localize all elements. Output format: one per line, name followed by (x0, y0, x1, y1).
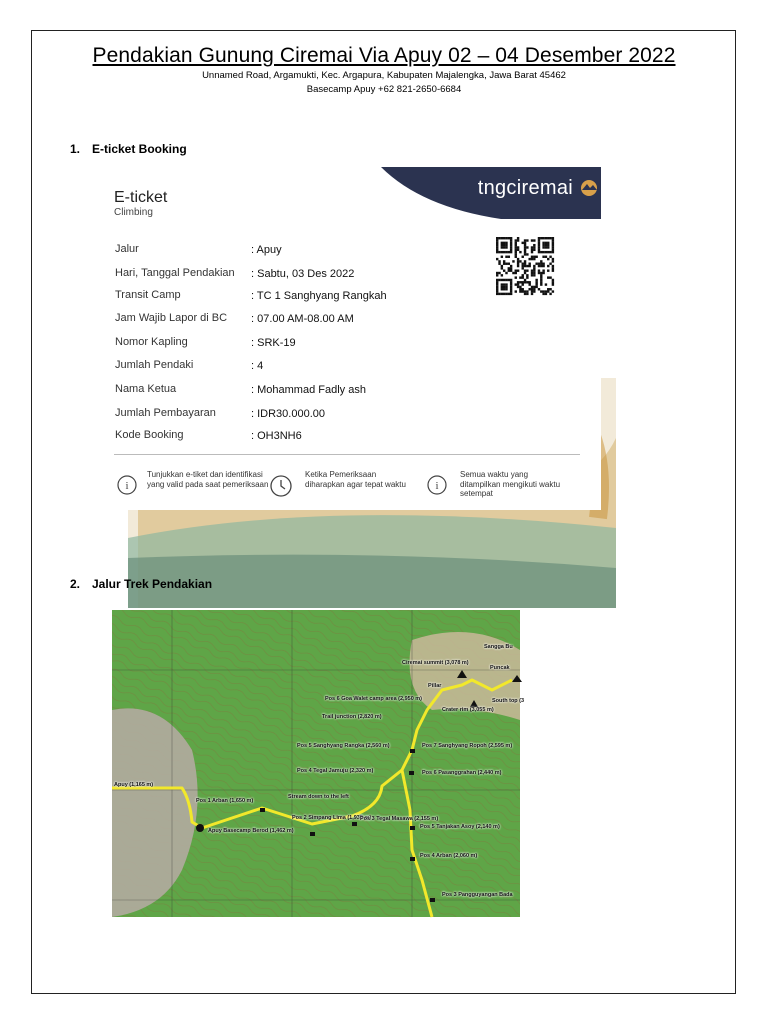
map-label: Apuy (1,165 m) (114, 782, 154, 788)
note-text: Tunjukkan e-tiket dan identifikasi yang valid pada saat pemeriksaan (147, 470, 269, 489)
trail-map (112, 610, 525, 917)
section-heading-trail (70, 577, 212, 591)
clock-icon (270, 475, 292, 497)
ticket-field-label: Jumlah Pembayaran (115, 407, 216, 419)
svg-text:i: i (125, 480, 129, 492)
map-label: South top (3 (492, 698, 525, 704)
map-label: Pos 3 Pangguyangan Bada (442, 892, 513, 898)
ticket-field-value: : Sabtu, 03 Des 2022 (251, 268, 355, 280)
ticket-field-label: Hari, Tanggal Pendakian (115, 267, 235, 279)
map-label: Stream down to the left (288, 794, 349, 800)
qr-code (496, 237, 554, 295)
map-label: Apuy Basecamp Berod (1,462 m) (208, 828, 294, 834)
info-icon (427, 475, 447, 495)
map-label: Crater rim (3,055 m) (442, 707, 494, 713)
ticket-field-value: : OH3NH6 (251, 430, 302, 442)
ticket-field-label: Nomor Kapling (115, 336, 188, 348)
map-label: Trail junction (2,820 m) (322, 714, 382, 720)
map-label: Pos 3 Tegal Masawa (2,155 m) (360, 816, 439, 822)
trail-map-graphic (112, 610, 520, 917)
document-title: Pendakian Gunung Ciremai Via Apuy 02 – 04 Desember 2022 (92, 44, 676, 67)
ticket-field-value: : 4 (251, 360, 264, 372)
ticket-title: E-ticket (114, 189, 168, 206)
section-number: 2. (70, 577, 81, 591)
map-label: Pos 5 Tanjakan Asoy (2,140 m) (420, 824, 500, 830)
ticket-subtitle: Climbing (114, 207, 153, 218)
section-heading-eticket (70, 142, 187, 156)
map-label: Pos 4 Tegal Jamuju (2,320 m) (297, 768, 374, 774)
section-title: E-ticket Booking (92, 142, 187, 156)
map-label: Pos 2 Simpang Lima (1,935 m) (292, 815, 372, 821)
map-label: Puncak (490, 665, 510, 671)
e-ticket-card (92, 167, 601, 510)
brand-logo-icon (578, 179, 600, 197)
info-icon (117, 475, 137, 495)
map-label: Pos 6 Goa Walet camp area (2,950 m) (325, 696, 423, 702)
section-title: Jalur Trek Pendakian (92, 577, 213, 591)
basecamp-contact: Basecamp Apuy +62 821-2650-6684 (306, 84, 462, 95)
ticket-field-value: : Apuy (251, 244, 282, 256)
map-label: Pos 1 Arban (1,650 m) (196, 798, 254, 804)
map-label: Pos 5 Sanghyang Rangka (2,560 m) (297, 743, 390, 749)
note-text: Ketika Pemeriksaan diharapkan agar tepat waktu (305, 470, 406, 489)
svg-text:i: i (435, 480, 439, 492)
brand-name: tngciremai (477, 177, 573, 199)
ticket-field-value: : Mohammad Fadly ash (251, 384, 366, 396)
ticket-field-value: : TC 1 Sanghyang Rangkah (251, 290, 387, 302)
map-label: Pos 4 Arban (2,060 m) (420, 853, 478, 859)
ticket-field-value: : IDR30.000.00 (251, 408, 325, 420)
map-label: Sangga Bu (484, 644, 513, 650)
ticket-field-label: Nama Ketua (115, 383, 177, 395)
ticket-field-label: Transit Camp (115, 289, 181, 301)
ticket-field-label: Jam Wajib Lapor di BC (115, 312, 228, 324)
ticket-divider (114, 454, 580, 455)
map-label: Pos 7 Sanghyang Ropoh (2,595 m) (422, 743, 513, 749)
note-text: Semua waktu yang ditampilkan mengikuti waktu setempat (460, 470, 561, 498)
ticket-field-value: : SRK-19 (251, 337, 296, 349)
address-line: Unnamed Road, Argamukti, Kec. Argapura, Kabupaten Majalengka, Jawa Barat 45462 (202, 70, 566, 81)
ticket-field-value: : 07.00 AM-08.00 AM (251, 313, 354, 325)
map-label: Pillar (428, 683, 442, 689)
map-label: Ciremai summit (3,078 m) (402, 660, 469, 666)
ticket-field-label: Kode Booking (115, 429, 184, 441)
ticket-field-label: Jalur (115, 243, 139, 255)
map-label: Pos 6 Pasanggrahan (2,440 m) (422, 770, 502, 776)
ticket-field-label: Jumlah Pendaki (115, 359, 194, 371)
section-number: 1. (70, 142, 81, 156)
